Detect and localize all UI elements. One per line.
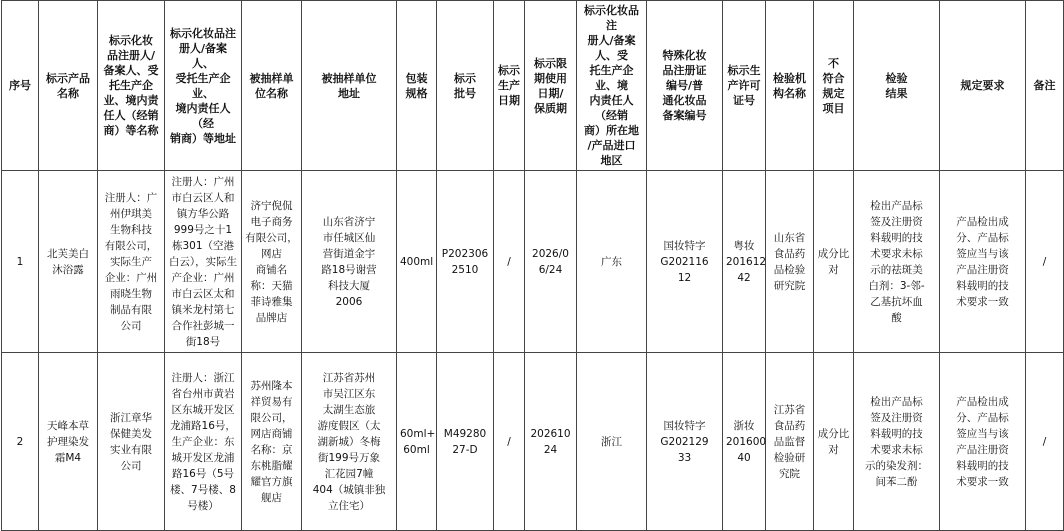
header-sampled-unit-address: 被抽样单位 地址 (302, 1, 397, 171)
header-batch-number: 标示 批号 (437, 1, 494, 171)
cell-nonconforming-item: 成分比 对 (814, 353, 854, 531)
cell-registrant-name: 浙江章华 保健美发 实业有限 公司 (98, 353, 165, 531)
cell-inspection-result: 检出产品标 签及注册资 料载明的技 术要求未标 示的染发剂： 间苯二酚 (854, 353, 940, 531)
header-remarks: 备注 (1026, 1, 1064, 171)
header-registrant-address: 标示化妆品注 册人/备案人、 受托生产企业、 境内责任人（经 销商）等地址 (165, 1, 242, 171)
header-registrant-name: 标示化妆 品注册人/ 备案人、受 托生产企 业、境内责 任人（经销 商）等名称 (98, 1, 165, 171)
cell-index: 1 (2, 171, 39, 353)
cell-sampled-unit-name: 济宁倪侃 电子商务 有限公司， 网店 商铺名 称：天猫 菲诗雅集 品牌店 (242, 171, 302, 353)
cell-production-date: / (494, 171, 525, 353)
cell-sampled-unit-address: 江苏省苏州 市吴江区东 太湖生态旅 游度假区（太 湖新城）冬梅 街199号万象 汇花园7幢 404（城镇非独 立住宅） (302, 353, 397, 531)
cell-registration-number: 国妆特字 G202129 33 (647, 353, 723, 531)
table-row (2, 171, 1064, 353)
cell-remarks: / (1026, 171, 1064, 353)
cell-registration-number: 国妆特字 G202116 12 (647, 171, 723, 353)
cell-origin-region: 广东 (577, 171, 647, 353)
header-row (2, 1, 1064, 171)
cell-inspection-result: 检出产品标 签及注册资 料载明的技 术要求未标 示的祛斑美 白剂：3-邻- 乙基抗坏血 酸 (854, 171, 940, 353)
cell-production-date: / (494, 353, 525, 531)
header-inspection-agency: 检验机 构名称 (766, 1, 814, 171)
inspection-results-table (1, 0, 1064, 531)
header-production-license: 标示生 产许可 证号 (723, 1, 766, 171)
cell-sampled-unit-address: 山东省济宁 市任城区仙 营街道金宇 路18号谢营 科技大厦 2006 (302, 171, 397, 353)
header-inspection-result: 检验 结果 (854, 1, 940, 171)
table-row (2, 353, 1064, 531)
header-sampled-unit-name: 被抽样单 位名称 (242, 1, 302, 171)
cell-registrant-address: 注册人：广州 市白云区人和 镇方华公路 999号之十1 栋301（空港 白云），实际生 产企业：广州 市白云区太和 镇米龙村第七 合作社彭城一 街18号 (165, 171, 242, 353)
cell-nonconforming-item: 成分比 对 (814, 171, 854, 353)
cell-production-license: 浙妆 201600 40 (723, 353, 766, 531)
cell-inspection-agency: 山东省 食品药 品检验 研究院 (766, 171, 814, 353)
cell-sampled-unit-name: 苏州隆本 祥贸易有 限公司， 网店商铺 名称：京 东桃脂耀 耀官方旗 舰店 (242, 353, 302, 531)
cell-expiry-date: 202610 24 (525, 353, 577, 531)
cell-package-spec: 60ml+ 60ml (397, 353, 437, 531)
header-origin-region: 标示化妆品注 册人/备案人、受 托生产企业、境 内责任人（经销 商）所在地 /产品进口 地区 (577, 1, 647, 171)
cell-registrant-address: 注册人：浙江 省台州市黄岩 区东城开发区 龙浦路16号， 生产企业：东 城开发区龙浦 路16号（5号 楼、7号楼、8 号楼） (165, 353, 242, 531)
cell-batch-number: P202306 2510 (437, 171, 494, 353)
cell-inspection-agency: 江苏省 食品药 品监督 检验研 究院 (766, 353, 814, 531)
cell-product-name: 天峰本草 护理染发 霜M4 (39, 353, 98, 531)
cell-index: 2 (2, 353, 39, 531)
header-expiry-date: 标示限 期使用 日期/ 保质期 (525, 1, 577, 171)
cell-package-spec: 400ml (397, 171, 437, 353)
header-package-spec: 包装 规格 (397, 1, 437, 171)
cell-expiry-date: 2026/0 6/24 (525, 171, 577, 353)
header-registration-number: 特殊化妆 品注册证 编号/普 通化妆品 备案编号 (647, 1, 723, 171)
cell-remarks: / (1026, 353, 1064, 531)
header-production-date: 标示 生产 日期 (494, 1, 525, 171)
cell-product-name: 北芙美白 沐浴露 (39, 171, 98, 353)
header-nonconforming-item: 不 符合 规定 项目 (814, 1, 854, 171)
header-index: 序号 (2, 1, 39, 171)
header-requirement: 规定要求 (940, 1, 1026, 171)
cell-requirement: 产品检出成 分、产品标 签应当与该 产品注册资 料载明的技 术要求一致 (940, 171, 1026, 353)
cell-production-license: 粤妆 201612 42 (723, 171, 766, 353)
cell-requirement: 产品检出成 分、产品标 签应当与该 产品注册资 料载明的技 术要求一致 (940, 353, 1026, 531)
cell-registrant-name: 注册人：广 州伊琪美 生物科技 有限公司， 实际生产 企业：广州 雨晓生物 制品有限 公司 (98, 171, 165, 353)
cell-origin-region: 浙江 (577, 353, 647, 531)
header-product-name: 标示产品 名称 (39, 1, 98, 171)
cell-batch-number: M49280 27-D (437, 353, 494, 531)
